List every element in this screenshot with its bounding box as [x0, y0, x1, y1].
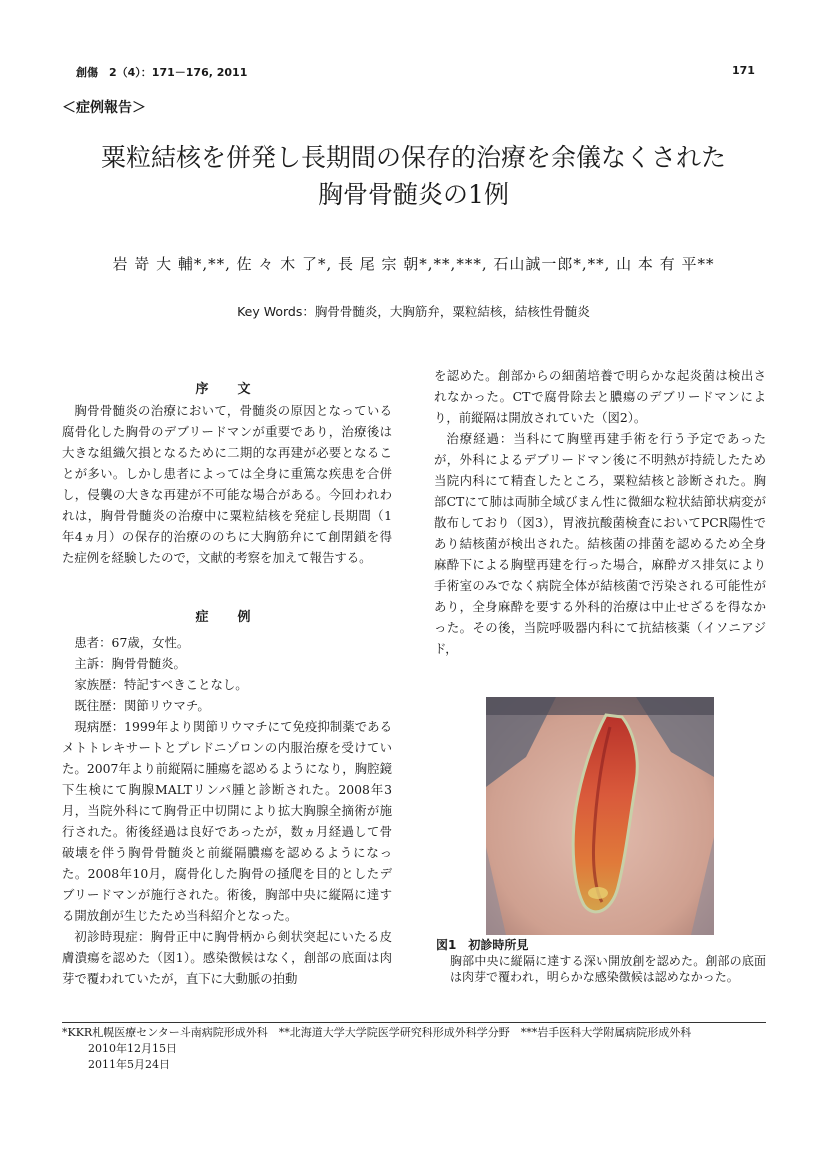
author-list: 岩 嵜 大 輔*,**, 佐 々 木 了*, 長 尾 宗 朝*,**,***, 石山誠一郎*,**, 山 本 有 平** [112, 255, 715, 273]
figure-1-caption-text: 胸部中央に縦隔に達する深い開放創を認めた。創部の底面は肉芽で覆われ，明らかな感染徴候は認めなかった。 [450, 954, 766, 984]
title-line-1: 粟粒結核を併発し長期間の保存的治療を余儀なくされた [100, 143, 726, 172]
article-type-label: ＜症例報告＞ [62, 100, 146, 116]
case-chief-complaint: 主訴：胸骨骨髄炎。 [74, 656, 186, 671]
case-section [62, 632, 392, 989]
journal-reference: 創傷 2（4）：171－176, 2011 [76, 66, 248, 79]
received-date: 2010年12月15日 [88, 1042, 177, 1055]
footnote-divider [62, 1022, 766, 1023]
treatment-course: 治療経過：当科にて胸壁再建手術を行う予定であったが，外科によるデブリードマン後に不明熱が持続したため当院内科にて精査したところ，粟粒結核と診断された。胸部CTにて肺は両肺全域びまん性に微細な粒状結節状病変が散布しており（図3），胃液抗酸菌検査においてPCR陽性であり結核菌が検出された。結核菌の排菌を認めるため全身麻酔下による胸壁再建を行った場合，麻酔ガス排気により手術室のみでなく病院全体が結核菌で汚染される可能性があり，全身麻酔を要する外科的治療は中止せざるを得なかった。その後，当院呼吸器内科にて抗結核薬（イソニアジド， [434, 431, 766, 656]
intro-section [62, 400, 392, 568]
accepted-date: 2011年5月24日 [88, 1058, 170, 1071]
keywords [80, 302, 747, 320]
affiliation-footnote: *KKR札幌医療センター斗南病院形成外科 **北海道大学大学院医学研究科形成外科学分野 ***岩手医科大学附属病院形成外科 [62, 1026, 692, 1039]
right-continuation: を認めた。創部からの細菌培養で明らかな起炎菌は検出されなかった。CTで腐骨除去と膿瘍のデブリードマンにより，前縦隔は開放されていた（図2）。 [434, 368, 766, 425]
figure-1-caption [436, 937, 766, 985]
chest-wound-image [486, 697, 714, 935]
intro-paragraph: 胸骨骨髄炎の治療において，骨髄炎の原因となっている腐骨化した胸骨のデブリードマンが重要であり，治療後は大きな組織欠損となるために二期的な再建が必要となることが多い。しかし患者によっては全身に重篤な疾患を合併し，侵襲の大きな再建が不可能な場合がある。今回われわれは，胸骨骨髄炎の治療中に粟粒結核を発症し長期間（1年4ヵ月）の保存的治療ののちに大胸筋弁にて創閉鎖を得た症例を経験したので，文献的考察を加えて報告する。 [62, 403, 392, 565]
keywords-terms: 胸骨骨髄炎，大胸筋弁，粟粒結核，結核性骨髄炎 [314, 304, 590, 319]
figure-1-label: 図1 初診時所見 [436, 938, 529, 952]
case-initial-findings: 初診時現症：胸骨正中に胸骨柄から剣状突起にいたる皮膚潰瘍を認めた（図1）。感染徴候はなく，創部の底面は肉芽で覆われていたが，直下に大動脈の拍動 [62, 929, 392, 986]
title-line-2: 胸骨骨髄炎の1例 [318, 180, 509, 209]
intro-heading: 序 文 [195, 382, 259, 397]
figure-1-photo [486, 697, 714, 935]
case-past-history: 既往歴：関節リウマチ。 [74, 698, 210, 713]
case-present-illness: 現病歴：1999年より関節リウマチにて免疫抑制薬であるメトトレキサートとプレドニゾロンの内服治療を受けていた。2007年より前縦隔に腫瘍を認めるようになり，胸腔鏡下生検にて胸腺MALTリンパ腫と診断された。2008年3月，当院外科にて胸骨正中切開により拡大胸腺全摘術が施行された。術後経過は良好であったが，数ヵ月経過して骨破壊を伴う胸骨骨髄炎と前縦隔膿瘍を認めるようになった。2008年10月，腐骨化した胸骨の掻爬を目的としたデブリードマンが施行された。術後，胸部中央に縦隔に達する開放創が生じたため当科紹介となった。 [62, 719, 392, 923]
case-patient: 患者：67歳，女性。 [74, 635, 190, 650]
keywords-label: Key Words： [237, 304, 315, 319]
page-number: 171 [732, 64, 755, 77]
right-column [434, 365, 766, 659]
case-heading: 症 例 [195, 610, 259, 625]
case-family-history: 家族歴：特記すべきことなし。 [74, 677, 248, 692]
